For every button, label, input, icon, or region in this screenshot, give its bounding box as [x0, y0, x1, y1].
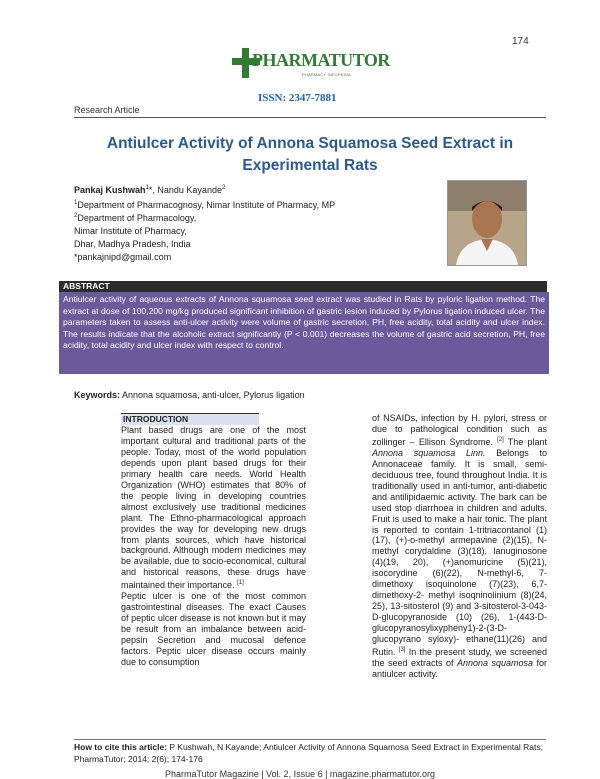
page-footer: PharmaTutor Magazine | Vol. 2, Issue 6 | magazine.pharmatutor.org [165, 769, 435, 779]
article-title: Antiulcer Activity of Annona Squamosa Seed Extract in Experimental Rats [106, 135, 514, 174]
citation-divider [74, 739, 546, 740]
affiliation-1: $^1$Department of Pharmacognosy, Nimar Institute of Pharmacy, MP [74, 200, 336, 210]
author-photo-image [448, 181, 526, 265]
affiliation-2-line3: Dhar, Madhya Pradesh, India [74, 239, 191, 249]
issn: ISSN: 2347-7881 [258, 92, 337, 104]
how-to-cite: How to cite this article: P Kushwah, N Kayande; Antiulcer Activity of Annona Squamosa Seed Extract in Experimental Rats; PharmaTutor; 2014; 2(6); 174-176 [74, 742, 543, 764]
corresponding-email: *pankajnipd@gmail.com [74, 252, 172, 262]
introduction-heading: INTRODUCTION [121, 413, 259, 425]
page-number: 174 [512, 36, 529, 47]
author-2: Nandu Kayande [157, 185, 222, 195]
affiliation-2-line2: Nimar Institute of Pharmacy, [74, 226, 187, 236]
affiliation-2: $^2$Department of Pharmacology, [74, 213, 197, 223]
logo-text: PHARMATUTOR [252, 50, 390, 70]
pharmatutor-logo [232, 46, 390, 86]
intro-left-column [121, 425, 306, 668]
article-type: Research Article [74, 105, 140, 115]
intro-right-column [372, 413, 547, 680]
header-divider [74, 117, 546, 118]
abstract-heading: ABSTRACT [59, 281, 547, 292]
authors: Pankaj Kushwah$^1$*, Nandu Kayande$^2$ [74, 185, 226, 195]
author-photo [447, 180, 527, 266]
intro-paragraph-1: Plant based drugs are one of the most important cultural and traditional parts of the people. Today, most of the world population depends upon plant based drugs for their primary health care needs. World Health Organization (WHO) estimates that 80% of the people living in developing countries almost exclusively use traditional medicines plant. The Ethno-pharmacological approach provides the way for developing new drugs from plants sources, which have historical background. Although modern medicines may be available, due to socio-economical, cultural and historical reasons, these drugs have maintained their importance. [1] [121, 425, 306, 591]
author-1: Pankaj Kushwah [74, 185, 146, 195]
keywords: Keywords: Annona squamosa, anti-ulcer, Pylorus ligation [74, 390, 305, 400]
intro-paragraph-3: of NSAIDs, infection by H. pylori, stress or due to pathological condition such as zollinger – Ellison Syndrome. [2] The plant Annona squamosa Linn. Belongs to Annonaceae family. It is small, semi-deciduous tree, found throughout India. It is traditionally used in anti-tumor, anti-diabetic and antilipidaemic activity. The bark can be used stop diarrhoea in children and adults. Fruit is used to make a hair tonic. The plant is reported to contain 1-tritriacontanol (1)(17), (+)-o-methyl armepavine (2)(15), N-methyl corydaldine (3)(18), lanuginosone (4)(19, 20), (+)anomuricine (5)(21), isocorydine (6)(22), N-methyl-6, 7-dimethoxy isoquinolone (7)(23), 6,7-dimethoxy-2- methyl isoqninolinium (8)(24, 25), 13-sitosterol (9) and 3-sitosterol-3-043-D-glucopyranoside (10) (26), 1-(443-D-glucopyranosylixypheny1)-2-(3-D- glucopyrano syloxy)- ethane(11)(26) and Rutin. [3] In the present study, we screened the seed extracts of Annona squamosa for antiulcer activity. [372, 413, 548, 679]
logo-subtext: PHARMACY INFOPEDIA [302, 72, 351, 77]
abstract-body: Antiulcer activity of aqueous extracts of Annona squamosa seed extract was studied in Rats by pyloric ligation method. The extract at dose of 100,200 mg/kg produced significant inhibition of gastric lesion induced by Pylorus ligation induced ulcer. The parameters taken to assess anti-ulcer activity were volume of gastric secretion, PH, free acidity, total acidity and ulcer index. The results indicate that the alcoholic extract significantly (P < 0.001) decreases the volume of gastric acid secretion, PH, free acidity, total acidity and ulcer index with respect to control. [59, 292, 549, 374]
intro-paragraph-2: Peptic ulcer is one of the most common gastrointestinal diseases. The exact Causes of peptic ulcer disease is not known but it may be result from an imbalance between acid-pepsin Secretion and mucosal defence factors. Peptic ulcer disease occurs mainly due to consumption [121, 591, 306, 668]
